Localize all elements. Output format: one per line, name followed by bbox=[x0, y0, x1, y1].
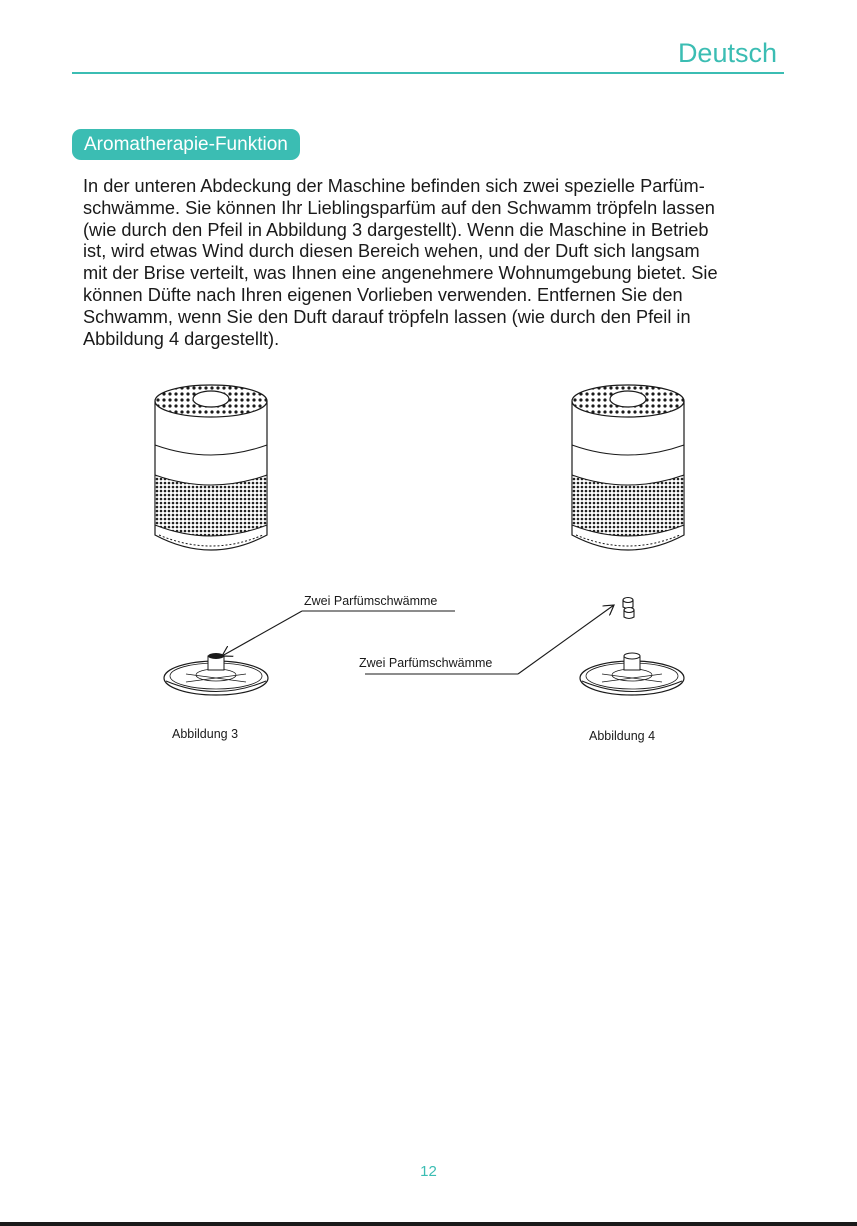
air-purifier-left-icon bbox=[155, 385, 267, 550]
page-number: 12 bbox=[420, 1163, 437, 1180]
body-line: Schwamm, wenn Sie den Duft darauf tröpfeln lassen (wie durch den Pfeil in bbox=[83, 306, 691, 327]
body-line: mit der Brise verteilt, was Ihnen eine angenehmere Wohnumgebung bietet. Sie bbox=[83, 263, 718, 284]
body-line: schwämme. Sie können Ihr Lieblingsparfüm auf den Schwamm tröpfeln lassen bbox=[83, 197, 715, 218]
figure-caption-left: Abbildung 3 bbox=[172, 727, 239, 741]
body-line: (wie durch den Pfeil in Abbildung 3 dargestellt). Wenn die Maschine in Betrieb bbox=[83, 219, 709, 240]
base-cover-left-icon bbox=[164, 653, 268, 695]
callout-label-left: Zwei Parfümschwämme bbox=[304, 594, 438, 608]
base-cover-right-icon bbox=[580, 653, 684, 695]
header-divider bbox=[72, 72, 784, 74]
section-title: Aromatherapie-Funktion bbox=[72, 129, 300, 160]
body-paragraph bbox=[83, 176, 789, 350]
header-language: Deutsch bbox=[677, 38, 777, 68]
body-line: In der unteren Abdeckung der Maschine befinden sich zwei spezielle Parfüm- bbox=[83, 176, 705, 196]
air-purifier-right-icon bbox=[572, 385, 684, 550]
body-line: Abbildung 4 dargestellt). bbox=[83, 328, 280, 349]
callout-label-right: Zwei Parfümschwämme bbox=[359, 656, 493, 670]
callout-left-arrow bbox=[222, 611, 455, 656]
body-line: können Düfte nach Ihren eigenen Vorlieben verwenden. Entfernen Sie den bbox=[83, 284, 683, 305]
footer-divider bbox=[0, 1222, 857, 1226]
sponges-icon bbox=[623, 598, 634, 619]
body-line: ist, wird etwas Wind durch diesen Bereich wehen, und der Duft sich langsam bbox=[83, 241, 700, 262]
figure-illustrations bbox=[0, 370, 857, 750]
figure-caption-right: Abbildung 4 bbox=[589, 729, 656, 743]
